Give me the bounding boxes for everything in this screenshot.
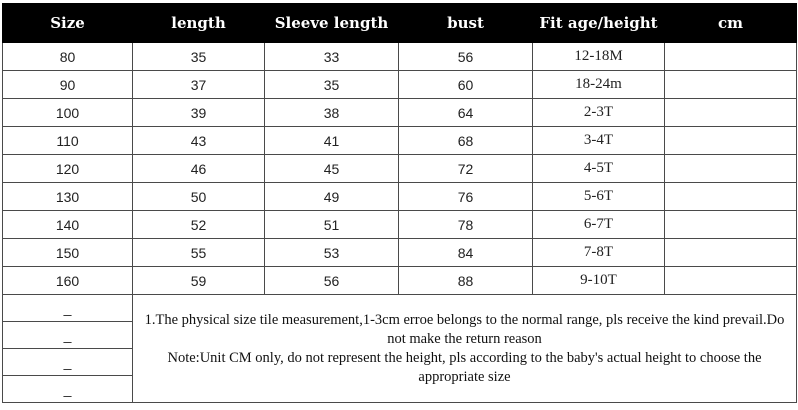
- table-row: [3, 155, 797, 183]
- table-row: [3, 99, 797, 127]
- cell-cm: [665, 43, 797, 71]
- cell-fit-age: 7-8T: [533, 239, 665, 267]
- cell-fit-age: 2-3T: [533, 99, 665, 127]
- cell-size: 150: [3, 239, 133, 267]
- cell-length: 43: [133, 127, 265, 155]
- cell-size: 120: [3, 155, 133, 183]
- cell-length: 59: [133, 267, 265, 295]
- cell-cm: [665, 183, 797, 211]
- cell-fit-age: 4-5T: [533, 155, 665, 183]
- cell-fit-age: 18-24m: [533, 71, 665, 99]
- table-row: [3, 127, 797, 155]
- cell-size: 100: [3, 99, 133, 127]
- dash-cell: _: [3, 376, 133, 403]
- cell-bust: 84: [399, 239, 533, 267]
- cell-sleeve-length: 35: [265, 71, 399, 99]
- cell-length: 46: [133, 155, 265, 183]
- dash-cell: _: [3, 349, 133, 376]
- size-table: [2, 3, 797, 403]
- dash-cell: _: [3, 295, 133, 322]
- cell-length: 37: [133, 71, 265, 99]
- size-notes: [133, 295, 797, 403]
- cell-size: 160: [3, 267, 133, 295]
- cell-length: 55: [133, 239, 265, 267]
- table-row: [3, 183, 797, 211]
- cell-sleeve-length: 41: [265, 127, 399, 155]
- cell-bust: 64: [399, 99, 533, 127]
- cell-bust: 76: [399, 183, 533, 211]
- cell-bust: 68: [399, 127, 533, 155]
- cell-length: 50: [133, 183, 265, 211]
- cell-cm: [665, 71, 797, 99]
- cell-fit-age: 12-18M: [533, 43, 665, 71]
- cell-fit-age: 6-7T: [533, 211, 665, 239]
- header-row: [3, 4, 797, 43]
- cell-length: 35: [133, 43, 265, 71]
- cell-fit-age: 9-10T: [533, 267, 665, 295]
- cell-bust: 72: [399, 155, 533, 183]
- cell-cm: [665, 127, 797, 155]
- cell-size: 90: [3, 71, 133, 99]
- header-sleeve-length: Sleeve length: [265, 4, 399, 43]
- cell-bust: 88: [399, 267, 533, 295]
- table-row: [3, 211, 797, 239]
- dash-cell: _: [3, 322, 133, 349]
- cell-length: 52: [133, 211, 265, 239]
- cell-cm: [665, 155, 797, 183]
- cell-sleeve-length: 38: [265, 99, 399, 127]
- cell-fit-age: 5-6T: [533, 183, 665, 211]
- size-chart: [2, 3, 797, 403]
- cell-sleeve-length: 49: [265, 183, 399, 211]
- header-fit-age-height: Fit age/height: [533, 4, 665, 43]
- cell-cm: [665, 239, 797, 267]
- cell-cm: [665, 99, 797, 127]
- table-row: [3, 239, 797, 267]
- table-row: [3, 267, 797, 295]
- note-tolerance: 1.The physical size tile measurement,1-3cm erroe belongs to the normal range, pls receive the kind prevail.Do not make the return reason: [144, 311, 785, 347]
- cell-sleeve-length: 56: [265, 267, 399, 295]
- table-row: [3, 71, 797, 99]
- note-unit: Note:Unit CM only, do not represent the height, pls according to the baby's actual height to choose the appropriate size: [167, 349, 762, 385]
- cell-fit-age: 3-4T: [533, 127, 665, 155]
- cell-cm: [665, 211, 797, 239]
- cell-sleeve-length: 51: [265, 211, 399, 239]
- cell-sleeve-length: 33: [265, 43, 399, 71]
- header-size: Size: [3, 4, 133, 43]
- cell-length: 39: [133, 99, 265, 127]
- cell-sleeve-length: 53: [265, 239, 399, 267]
- header-cm: cm: [665, 4, 797, 43]
- cell-size: 140: [3, 211, 133, 239]
- note-row: [3, 295, 797, 322]
- cell-sleeve-length: 45: [265, 155, 399, 183]
- cell-size: 80: [3, 43, 133, 71]
- header-bust: bust: [399, 4, 533, 43]
- cell-size: 110: [3, 127, 133, 155]
- table-row: [3, 43, 797, 71]
- cell-cm: [665, 267, 797, 295]
- cell-bust: 78: [399, 211, 533, 239]
- cell-size: 130: [3, 183, 133, 211]
- header-length: length: [133, 4, 265, 43]
- cell-bust: 56: [399, 43, 533, 71]
- cell-bust: 60: [399, 71, 533, 99]
